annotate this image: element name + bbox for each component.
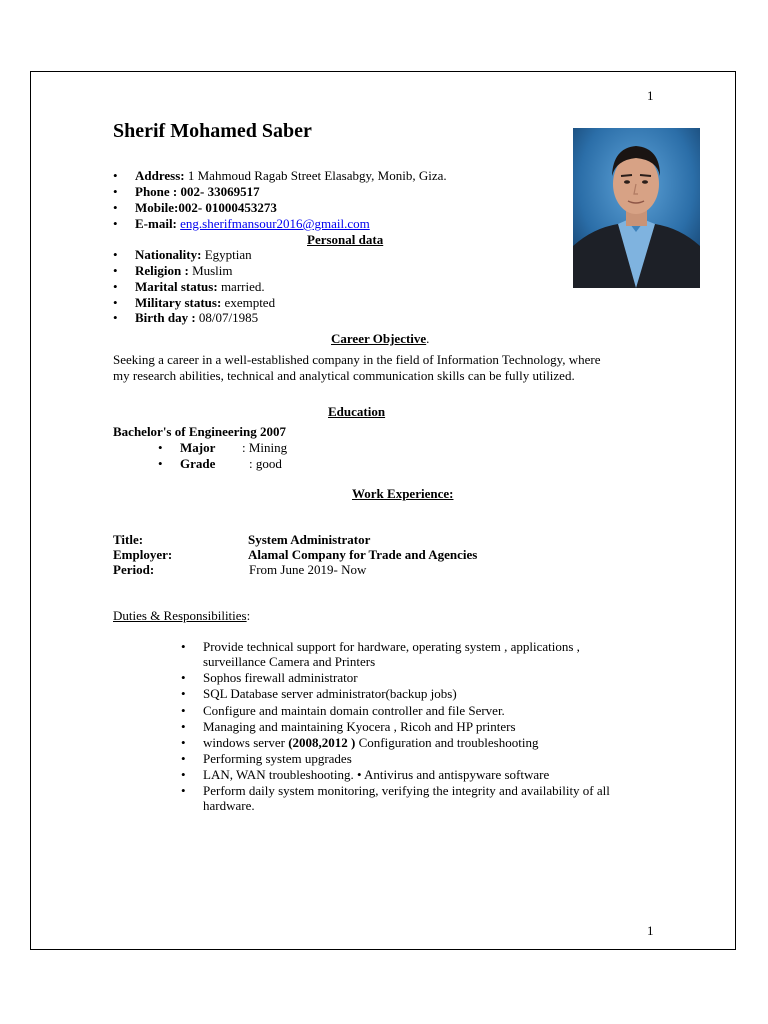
- military-label: Military status:: [135, 295, 222, 310]
- duty-item: • Performing system upgrades: [203, 751, 352, 767]
- duty-item: • Perform daily system monitoring, verifying the integrity and availability of all: [203, 783, 610, 799]
- career-heading-line: [331, 331, 429, 347]
- mobile-item: [135, 200, 277, 216]
- military-item: [135, 295, 275, 311]
- nationality-item: [135, 247, 252, 263]
- grade-value: : good: [249, 456, 282, 471]
- birthday-label: Birth day :: [135, 310, 196, 325]
- duty-item: • SQL Database server administrator(backup jobs): [203, 686, 457, 702]
- title-value: System Administrator: [248, 532, 371, 547]
- duty-item: • Configure and maintain domain controller and file Server.: [203, 703, 505, 719]
- duty-item: • Sophos firewall administrator: [203, 670, 358, 686]
- duty-item-continuation: surveillance Camera and Printers: [203, 654, 376, 669]
- duties-heading-line: [113, 608, 250, 624]
- address-item: [135, 168, 447, 184]
- page-number-bottom: 1: [647, 923, 654, 938]
- profile-photo: [573, 128, 700, 288]
- marital-item: [135, 279, 265, 295]
- duty-item: • Provide technical support for hardware, operating system , applications ,: [203, 639, 580, 655]
- work-heading: Work Experience:: [352, 486, 454, 501]
- major-item: [180, 440, 215, 456]
- duty-item: • LAN, WAN troubleshooting. • Antivirus and antispyware software: [203, 767, 549, 783]
- period-label: Period:: [113, 562, 155, 577]
- email-item: [135, 216, 370, 232]
- duties-heading-suffix: :: [246, 608, 251, 623]
- duty-item-continuation: hardware.: [203, 798, 255, 813]
- religion-label: Religion :: [135, 263, 189, 278]
- address-label: Address:: [135, 168, 185, 183]
- email-link[interactable]: eng.sherifmansour2016@gmail.com: [180, 216, 370, 231]
- major-value: : Mining: [242, 440, 288, 455]
- personal-data-heading: Personal data: [307, 232, 384, 247]
- candidate-name: Sherif Mohamed Saber: [113, 120, 312, 142]
- duty-windows-versions: (2008,2012 ): [288, 735, 356, 750]
- major-label: Major: [180, 440, 216, 455]
- profile-photo-image: [573, 128, 700, 288]
- duty-item: [203, 735, 538, 751]
- birthday-value: 08/07/1985: [198, 310, 259, 325]
- degree-text: Bachelor's of Engineering 2007: [113, 424, 286, 439]
- mobile-text: Mobile:002- 01000453273: [135, 200, 277, 215]
- education-heading: Education: [328, 404, 386, 419]
- duty-item: • Managing and maintaining Kyocera , Ricoh and HP printers: [203, 719, 516, 735]
- nationality-label: Nationality:: [135, 247, 202, 262]
- grade-item: [180, 456, 215, 472]
- nationality-value: Egyptian: [204, 247, 252, 262]
- marital-value: married.: [220, 279, 265, 294]
- title-label: Title:: [113, 532, 144, 547]
- page-number-top: 1: [647, 88, 654, 103]
- military-value: exempted: [224, 295, 276, 310]
- religion-value: Muslim: [192, 263, 233, 278]
- phone-item: [135, 184, 260, 200]
- career-heading: Career Objective: [331, 331, 427, 346]
- address-value: 1 Mahmoud Ragab Street Elasabgy, Monib, Giza.: [187, 168, 447, 183]
- birthday-item: [135, 310, 258, 326]
- duty-windows-server: windows server: [203, 735, 285, 750]
- phone-text: Phone : 002- 33069517: [135, 184, 260, 199]
- duties-heading: Duties & Responsibilities: [113, 608, 247, 623]
- period-value: From June 2019- Now: [249, 562, 367, 577]
- grade-label: Grade: [180, 456, 216, 471]
- duty-windows-config: Configuration and troubleshooting: [358, 735, 539, 750]
- marital-label: Marital status:: [135, 279, 218, 294]
- employer-label: Employer:: [113, 547, 173, 562]
- career-objective-text: Seeking a career in a well-established company in the field of Information Technology, where my research abilities, technical and analytical communication skills can be fully utilized.: [113, 352, 601, 383]
- email-label: E-mail:: [135, 216, 177, 231]
- employer-value: Alamal Company for Trade and Agencies: [248, 547, 478, 562]
- religion-item: [135, 263, 233, 279]
- career-heading-suffix: .: [426, 331, 430, 346]
